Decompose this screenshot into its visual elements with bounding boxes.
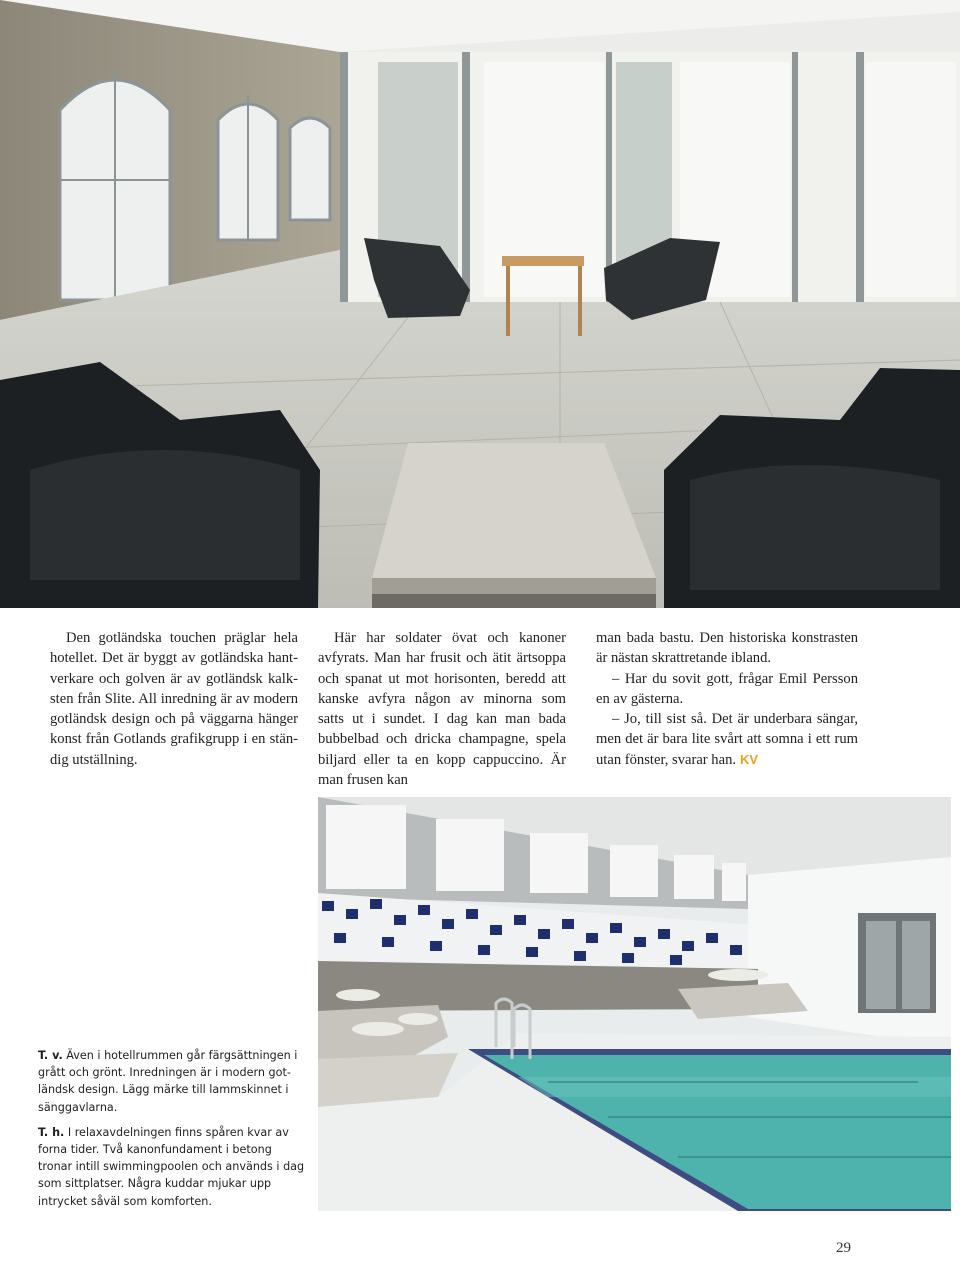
article-column-3 xyxy=(596,628,858,770)
article-paragraph-5-text: – Jo, till sist så. Det är underbara sängar, men det är bara lite svårt att somna i ett rum utan fönster, svarar han. xyxy=(596,711,858,768)
article-paragraph-5 xyxy=(596,709,858,770)
lounge-photo xyxy=(0,0,960,608)
page-number: 29 xyxy=(836,1240,851,1256)
caption-right-text: I relaxavdelningen finns spåren kvar av forna tider. Två kanonfundament i betong tronar intill swimmingpoolen och används i dag som sittplatser. Några kuddar mjukar upp intrycket såväl som komforten. xyxy=(38,1125,305,1208)
caption-left-text: Även i hotellrummen går färgsättningen i grått och grönt. Inredningen är i modern gotländsk design. Lägg märke till lammskinnet i sänggavlarna. xyxy=(38,1049,298,1114)
author-end-mark: KV xyxy=(740,751,759,767)
caption-right xyxy=(38,1124,306,1210)
pool-photo-graphic xyxy=(318,797,951,1211)
article-paragraph-3: man bada bastu. Den historiska konstrasten är nästan skrattretande ibland. xyxy=(596,630,858,667)
pool-photo xyxy=(318,797,951,1211)
article-column-1 xyxy=(50,628,298,770)
caption-right-lead: T. h. xyxy=(38,1125,65,1139)
article-paragraph-4: – Har du sovit gott, frågar Emil Persson en av gästerna. xyxy=(596,670,858,707)
article-paragraph-1: Den gotländska touchen präglar hela hotellet. Det är byggt av gotländska hantverkare och golven är av gotländsk kalksten från Slite. All inredning är av modern gotländsk design och på väggarna hänger konst från Gotlands grafikgrupp i en ständig utställning. xyxy=(50,630,298,768)
caption-left xyxy=(38,1047,306,1116)
article-column-2 xyxy=(318,628,566,790)
caption-left-lead: T. v. xyxy=(38,1049,63,1062)
photo-captions xyxy=(38,1047,306,1218)
article-paragraph-2: Här har soldater övat och kanoner avfyrats. Man har frusit och ätit ärtsoppa och spanat ut mot horisonten, beredd att kanske avfyra någon av minorna som satts ut i sundet. I dag kan man bada bubbelbad och dricka champagne, spela biljard eller ta en kopp cappuccino. Är man frusen kan xyxy=(318,630,566,789)
lounge-photo-graphic xyxy=(0,0,960,608)
